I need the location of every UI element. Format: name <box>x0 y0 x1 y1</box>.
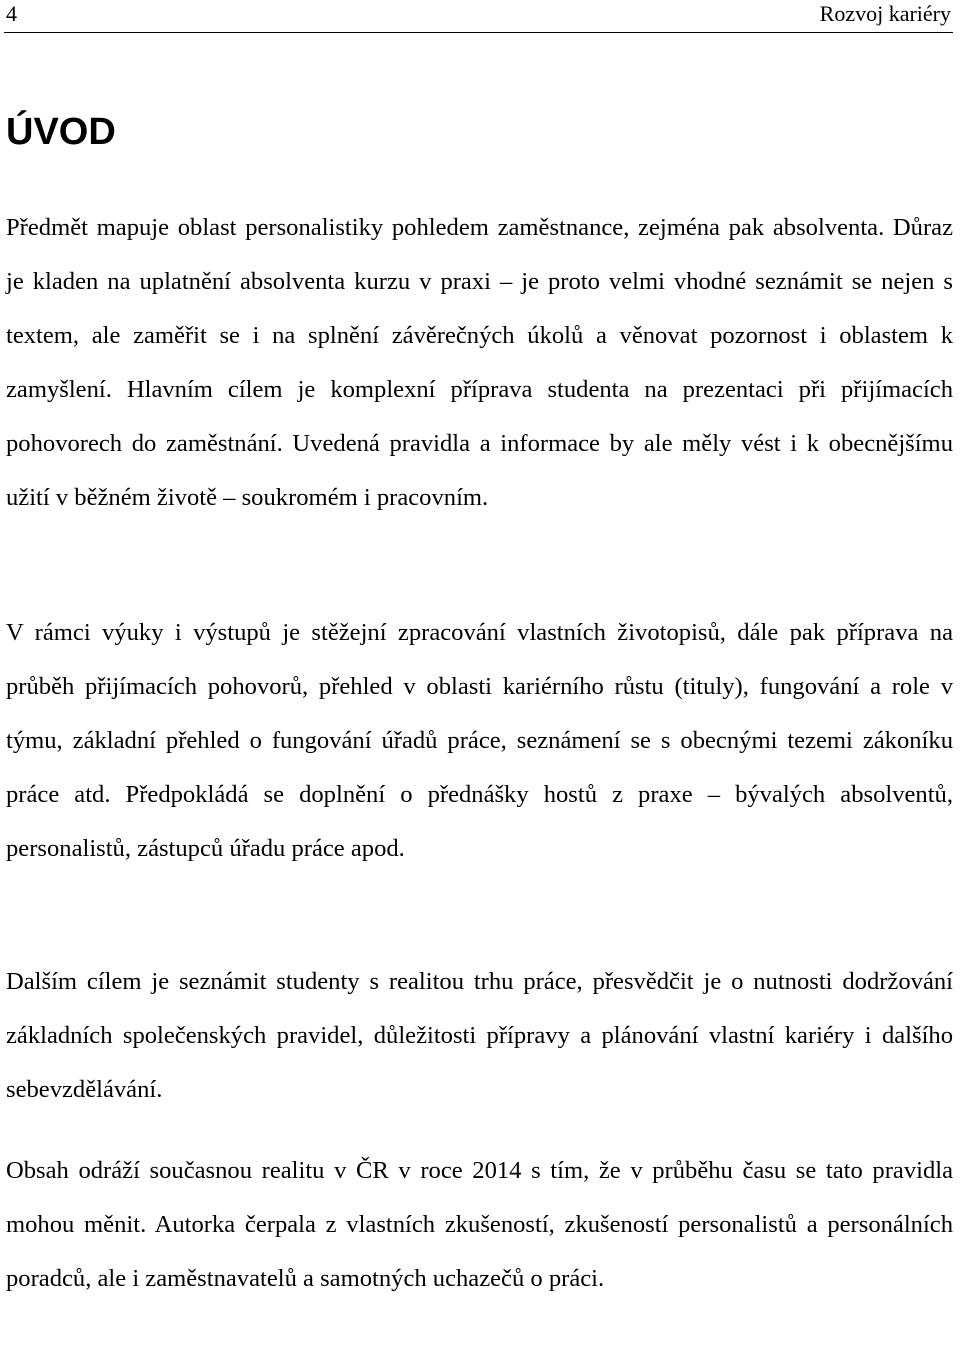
page-header <box>4 0 953 33</box>
paragraph-goals: Dalším cílem je seznámit studenty s realitou trhu práce, přesvědčit je o nutnosti dodržování základních společenských pravidel, důležitosti přípravy a plánování vlastní kariéry i dalšího sebevzdělávání. <box>6 968 953 1103</box>
paragraph-teaching-content: V rámci výuky i výstupů je stěžejní zpracování vlastních životopisů, dále pak příprava na průběh přijímacích pohovorů, přehled v oblasti kariérního růstu (tituly), fungování a role v týmu, základní přehled o fungování úřadů práce, seznámení se s obecnými tezemi zákoníku práce atd. Předpokládá se doplnění o přednášky hostů z praxe – bývalých absolventů, personalistů, zástupců úřadu práce apod. <box>6 619 953 862</box>
page-number: 4 <box>6 1 17 26</box>
paragraph-intro: Předmět mapuje oblast personalistiky pohledem zaměstnance, zejména pak absolventa. Důraz je kladen na uplatnění absolventa kurzu v praxi – je proto velmi vhodné seznámit se nejen s textem, ale zaměřit se i na splnění závěrečných úkolů a věnovat pozornost i oblastem k zamyšlení. Hlavním cílem je komplexní příprava studenta na prezentaci při přijímacích pohovorech do zaměstnání. Uvedená pravidla a informace by ale měly vést i k obecnějšímu užití v běžném životě – soukromém i pracovním. <box>6 214 953 511</box>
paragraph-sources: Obsah odráží současnou realitu v ČR v roce 2014 s tím, že v průběhu času se tato pravidla mohou měnit. Autorka čerpala z vlastních zkušeností, zkušeností personalistů a personálních poradců, ale i zaměstnavatelů a samotných uchazečů o práci. <box>6 1157 953 1292</box>
running-title: Rozvoj kariéry <box>819 1 951 26</box>
section-heading: ÚVOD <box>6 111 116 153</box>
